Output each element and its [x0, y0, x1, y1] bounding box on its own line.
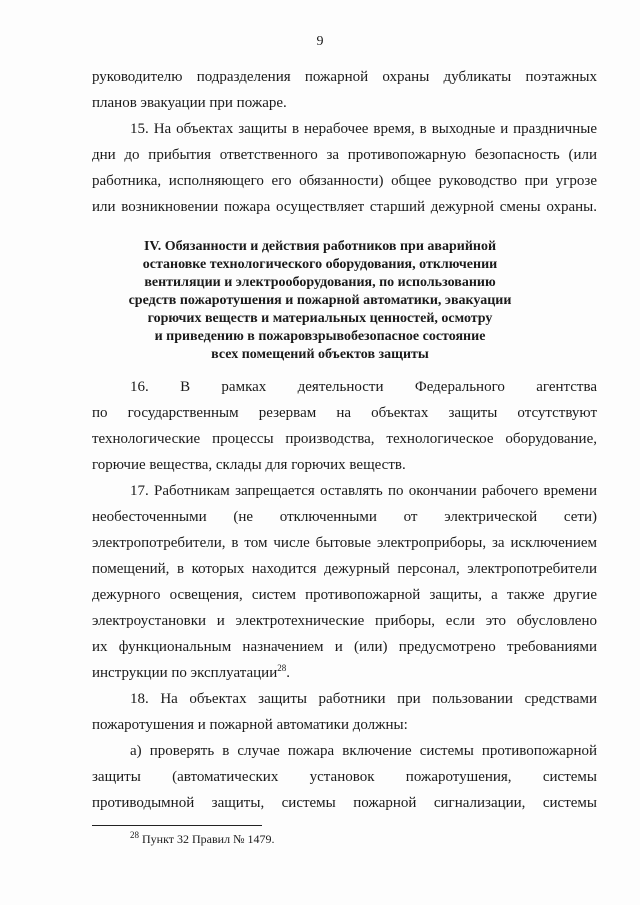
section-heading-line: и приведению в пожаровзрывобезопасное состояние — [154, 329, 486, 344]
text-line: необесточенными (не отключенными от электрической сети) — [92, 509, 597, 525]
text-line: или возникновении пожара осуществляет старший дежурной смены охраны. — [92, 199, 597, 215]
section-heading-line: вентиляции и электрооборудования, по использованию — [144, 275, 496, 290]
section-heading-line: всех помещений объектов защиты — [211, 347, 429, 362]
text-line: технологические процессы производства, технологическое оборудование, — [92, 431, 597, 447]
footnote-text: Пункт 32 Правил № 1479. — [142, 832, 275, 846]
section-heading-line: остановке технологического оборудования, отключении — [142, 257, 498, 272]
text-line: руководителю подразделения пожарной охраны дубликаты поэтажных — [92, 69, 597, 85]
section-heading-line: горючих веществ и материальных ценностей, осмотру — [147, 311, 493, 326]
text-line: работника, исполняющего его обязанности) общее руководство при угрозе — [92, 173, 597, 189]
footnote-divider — [92, 825, 262, 826]
text-line: по государственным резервам на объектах защиты отсутствуют — [92, 405, 597, 421]
page-number: 9 — [316, 34, 324, 49]
text-line: электропотребители, в том числе бытовые электроприборы, за исключением — [92, 535, 597, 551]
text-line: пожаротушения и пожарной автоматики должны: — [92, 717, 408, 733]
section-heading-line: средств пожаротушения и пожарной автоматики, эвакуации — [128, 293, 512, 308]
footnote-marker: 28 — [130, 830, 139, 840]
text-line: их функциональным назначением и (или) предусмотрено требованиями — [92, 639, 597, 655]
text-line: электроустановки и электротехнические приборы, если это обусловлено — [92, 613, 597, 629]
text-line: противодымной защиты, системы пожарной сигнализации, системы — [92, 795, 597, 811]
section-heading-line: IV. Обязанности и действия работников при аварийной — [143, 239, 497, 254]
text-line: 15. На объектах защиты в нерабочее время, в выходные и праздничные — [130, 121, 597, 137]
text-line: дни до прибытия ответственного за противопожарную безопасность (или — [92, 147, 597, 163]
text-line-body: инструкции по эксплуатации — [92, 665, 278, 681]
text-line: горючие вещества, склады для горючих веществ. — [92, 457, 406, 473]
text-line: помещений, в которых находится дежурный персонал, электропотребители — [92, 561, 597, 577]
text-line: а) проверять в случае пожара включение системы противопожарной — [130, 743, 597, 759]
sentence-end: . — [286, 665, 290, 681]
footnote — [130, 832, 275, 847]
text-line: защиты (автоматических установок пожаротушения, системы — [92, 769, 597, 785]
text-line: планов эвакуации при пожаре. — [92, 95, 287, 111]
text-line: 16. В рамках деятельности Федерального агентства — [130, 379, 597, 395]
text-line: дежурного освещения, систем противопожарной защиты, а также другие — [92, 587, 597, 603]
footnote-reference: 28 — [277, 663, 287, 673]
text-line: 18. На объектах защиты работники при пользовании средствами — [130, 691, 597, 707]
text-line: 17. Работникам запрещается оставлять по окончании рабочего времени — [130, 483, 597, 499]
text-line — [92, 664, 597, 682]
